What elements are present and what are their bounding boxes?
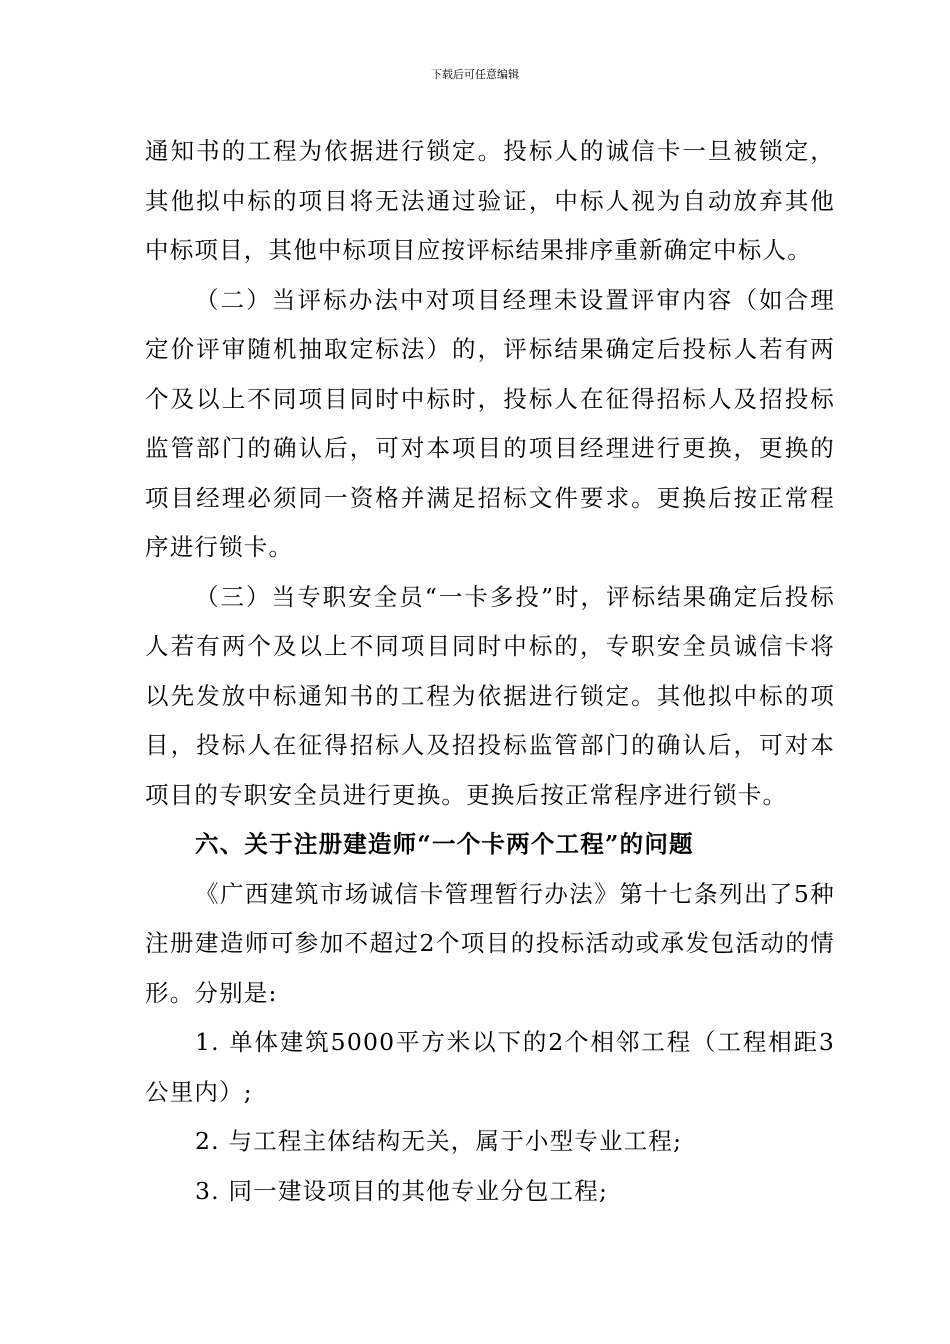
paragraph-regulation: 《广西建筑市场诚信卡管理暂行办法》第十七条列出了5种注册建造师可参加不超过2个项目的投标活动或承发包活动的情形。分别是: xyxy=(145,879,835,1007)
page-header: 下载后可任意编辑 xyxy=(431,68,519,81)
paragraph-item-2: （二）当评标办法中对项目经理未设置评审内容（如合理定价评审随机抽取定标法）的，评标结果确定后投标人若有两个及以上不同项目同时中标时，投标人在征得招标人及招投标监管部门的确认后，可对本项目的项目经理进行更换，更换的项目经理必须同一资格并满足招标文件要求。更换后按正常程序进行锁卡。 xyxy=(145,285,835,561)
paragraph-continued: 通知书的工程为依据进行锁定。投标人的诚信卡一旦被锁定，其他拟中标的项目将无法通过验证，中标人视为自动放弃其他中标项目，其他中标项目应按评标结果排序重新确定中标人。 xyxy=(145,137,835,264)
document-body xyxy=(145,127,835,1216)
list-item-1: 1. 单体建筑5000平方米以下的2个相邻工程（工程相距3公里内）; xyxy=(145,1028,835,1106)
paragraph-item-3: （三）当专职安全员“一卡多投”时，评标结果确定后投标人若有两个及以上不同项目同时中标的，专职安全员诚信卡将以先发放中标通知书的工程为依据进行锁定。其他拟中标的项目，投标人在征得招标人及招投标监管部门的确认后，可对本项目的专职安全员进行更换。更换后按正常程序进行锁卡。 xyxy=(145,582,835,809)
section-heading: 六、关于注册建造师“一个卡两个工程”的问题 xyxy=(195,830,694,858)
list-item-2: 2. 与工程主体结构无关，属于小型专业工程; xyxy=(195,1127,683,1155)
list-item-3: 3. 同一建设项目的其他专业分包工程; xyxy=(195,1176,609,1205)
